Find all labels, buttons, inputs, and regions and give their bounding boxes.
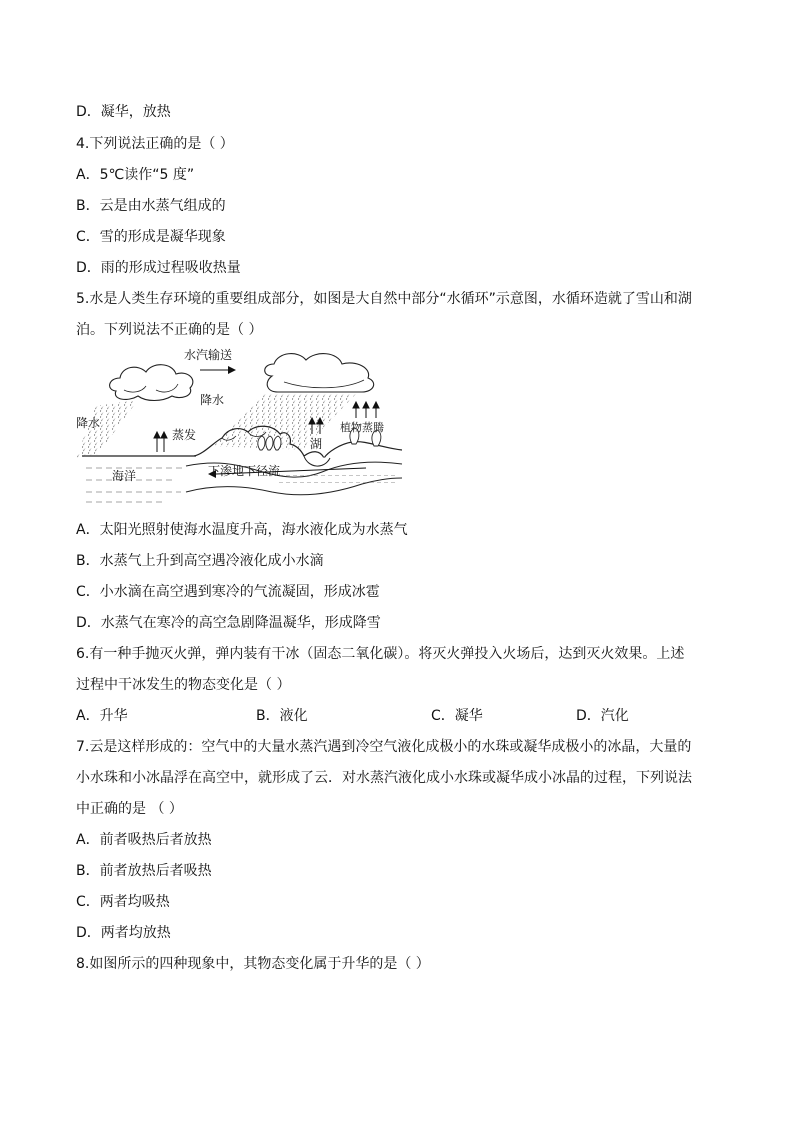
question-7-stem-line3: 中正确的是 （ ）: [76, 801, 183, 817]
evaporation-arrows-icon: [154, 432, 167, 452]
label-rain-left: 降水: [76, 416, 101, 430]
option-d-q7: D．两者均放热: [76, 925, 171, 941]
option-a-q6: A．升华: [76, 708, 128, 724]
arrow-right-icon: [228, 366, 236, 374]
option-a-q7: A．前者吸热后者放热: [76, 832, 212, 848]
option-b-q4: B．云是由水蒸气组成的: [76, 198, 226, 214]
option-d-q5: D．水蒸气在寒冷的高空急剧降温凝华，形成降雪: [76, 615, 381, 631]
water-cycle-diagram: [76, 346, 404, 508]
lake-icon: [304, 456, 330, 466]
question-4-stem: 4.下列说法正确的是（ ）: [76, 136, 234, 152]
label-vapor-transport: 水汽输送: [184, 348, 233, 362]
question-7-stem-line2: 小水珠和小冰晶浮在高空中，就形成了云．对水蒸汽液化成小水珠或凝华成小冰晶的过程，下列说法: [76, 770, 692, 786]
question-5-stem-line2: 泊。下列说法不正确的是（ ）: [76, 322, 263, 338]
label-groundwater: 下渗地下径流: [208, 464, 281, 478]
option-b-q6: B．液化: [256, 708, 308, 724]
question-8-stem: 8.如图所示的四种现象中，其物态变化属于升华的是（ ）: [76, 956, 430, 972]
rain-right-icon: [214, 394, 356, 450]
option-c-q6: C．凝华: [431, 708, 483, 724]
question-5-stem-line1: 5.水是人类生存环境的重要组成部分，如图是大自然中部分“水循环”示意图，水循环造就了雪山和湖: [76, 291, 692, 307]
option-a-q4: A．5℃读作“5 度”: [76, 167, 195, 183]
option-b-q5: B．水蒸气上升到高空遇冷液化成小水滴: [76, 553, 324, 569]
label-rain-right: 降水: [200, 393, 225, 407]
option-d-q4: D．雨的形成过程吸收热量: [76, 260, 241, 276]
transpiration-arrows-icon: [353, 402, 379, 418]
option-c-q5: C．小水滴在高空遇到寒冷的气流凝固，形成冰雹: [76, 584, 380, 600]
question-7-stem-line1: 7.云是这样形成的：空气中的大量水蒸汽遇到冷空气液化成极小的水珠或凝华成极小的冰晶，大量的: [76, 739, 692, 755]
label-evaporation: 蒸发: [172, 428, 197, 442]
left-cloud-icon: [110, 365, 193, 401]
label-ocean: 海洋: [112, 469, 137, 483]
question-6-stem-line2: 过程中干冰发生的物态变化是（ ）: [76, 677, 291, 693]
right-cloud-icon: [265, 354, 374, 392]
option-c-q7: C．两者均吸热: [76, 894, 170, 910]
label-lake: 湖: [310, 437, 323, 451]
option-c-q4: C．雪的形成是凝华现象: [76, 229, 226, 245]
option-a-q5: A．太阳光照射使海水温度升高，海水液化成为水蒸气: [76, 522, 408, 538]
option-b-q7: B．前者放热后者吸热: [76, 863, 212, 879]
question-6-stem-line1: 6.有一种手抛灭火弹，弹内装有干冰（固态二氧化碳）。将灭火弹投入火场后，达到灭火效果。上述: [76, 646, 685, 662]
option-d-q3: D．凝华，放热: [76, 104, 171, 120]
label-transpiration: 植物蒸腾: [340, 421, 384, 434]
option-d-q6: D．汽化: [576, 708, 629, 724]
